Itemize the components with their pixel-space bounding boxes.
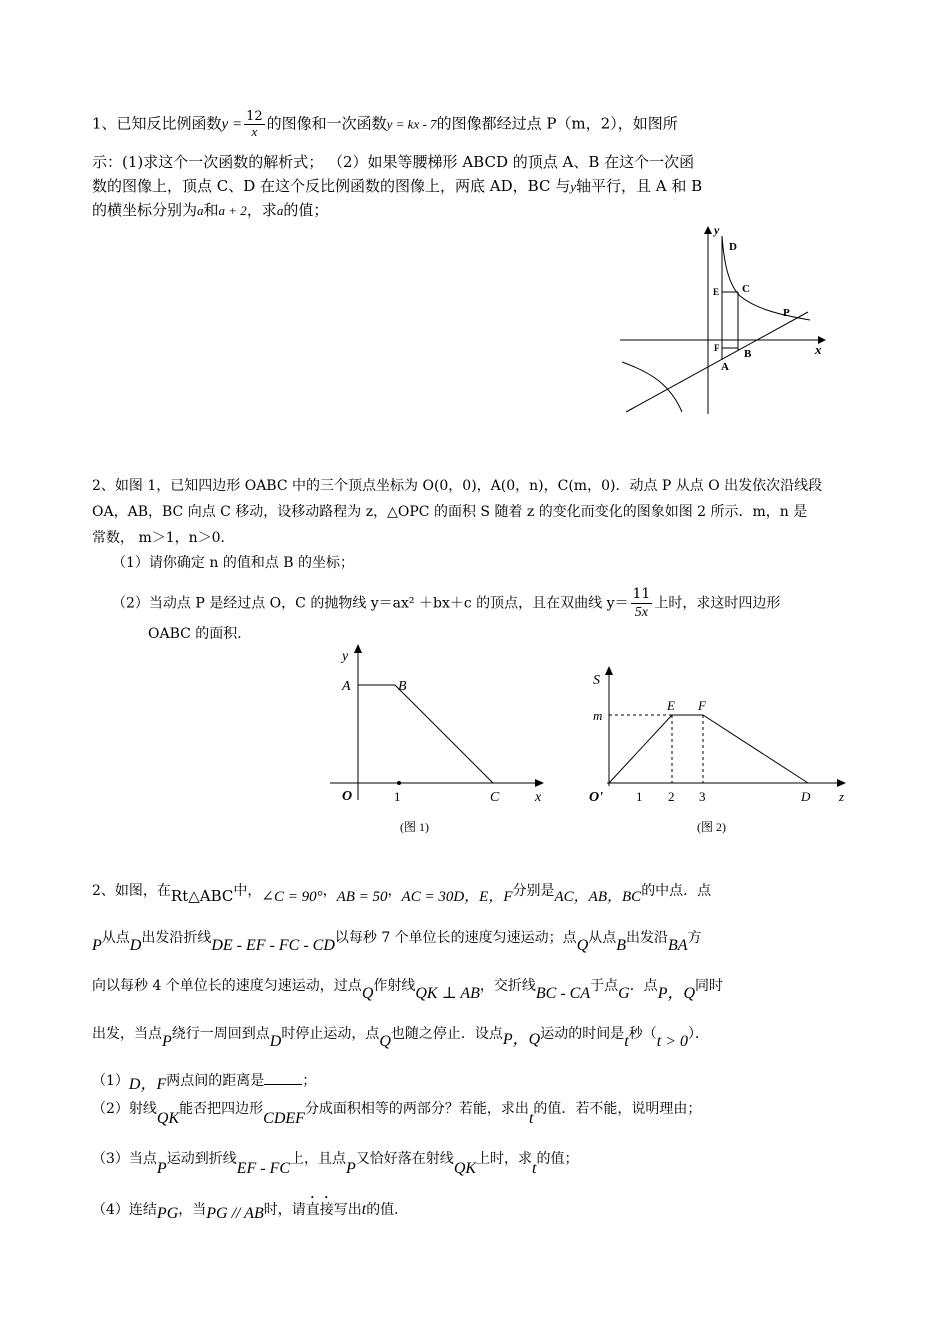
q3-text: 分别是 [512,883,555,899]
q1-line4 [92,200,862,221]
q3-text: 也随之停止．设点 [390,1026,503,1042]
q1-text: 1、已知反比例函数 [92,114,222,133]
q2-fig1 [330,640,560,845]
q3-text: ； [302,1073,317,1089]
q3-text: 运动的时间是 [540,1026,625,1042]
q3-text: 中， [233,883,262,899]
y-arrow-icon [704,226,712,234]
label-B: B [398,679,407,694]
q3-var: D [129,937,142,954]
q3-var: D [269,1033,282,1050]
q3-text: 2、如图，在 [92,883,171,899]
label-x: x [535,790,542,805]
q3-text: 出发，当点 [92,1026,162,1042]
q3-path: BC - CA [535,985,591,1002]
q2-fraction [631,586,653,621]
fig2-caption: (图 2) [697,820,726,834]
q3-var: CDEF [263,1110,305,1127]
q3-text: 作射线 [373,978,416,994]
q3-text: 上时，求 [476,1151,533,1167]
q3-text: 以每秒 7 个单位长的速度匀速运动；点 [334,930,577,946]
q3-var: P [92,937,102,954]
q3-text: （1） [92,1073,129,1089]
q1-text: 的图像都经过点 P（m，2），如图所 [436,114,678,133]
q3-var: P [162,1033,172,1050]
q3-var: P，Q [502,1031,541,1048]
q3-var: P，Q [657,985,696,1002]
q1-fraction [244,110,265,139]
q3-text: 出发沿折线 [141,930,212,946]
q3-text: ）． [687,1026,709,1042]
q2-text: 上时，求这时四边形 [654,595,781,612]
z-arrow-icon [837,779,846,787]
label-D: D [801,789,811,804]
linear-graph [626,312,808,412]
label-y: y [714,223,720,237]
label-z: z [839,789,845,804]
q3-sub4 [92,1194,862,1223]
label-O: O' [589,790,603,805]
tick-3: 3 [699,789,706,804]
q2-frac-den: 5x [634,605,649,620]
x-arrow-icon [535,779,544,787]
q3-line1: 2、如图，在Rt△ABC中，∠C = 90°，AB = 50，AC = 30D，E，F分别是AC，AB，BC的中点．点 [92,883,712,905]
answer-blank[interactable] [264,1070,302,1085]
label-y: y [342,649,349,664]
q3-text: 的中点．点 [641,883,712,899]
q1-frac-num: 12 [246,109,263,124]
q2-text: （2）当动点 P 是经过点 O，C 的抛物线 y＝ax² ＋bx＋c 的顶点，且在双曲线 y＝ [112,595,629,612]
q2-line3: 常数， m＞1，n＞0． [92,530,235,546]
q3-segments: AC，AB，BC [554,889,642,905]
q1-frac-den: x [251,124,258,139]
q3-text: 的值．若不能，说明理由； [533,1101,702,1117]
q3-line3 [92,970,862,1002]
q3-text: 从点 [588,930,617,946]
label-E: E [667,698,675,713]
q3-text: （3）当点 [92,1151,157,1167]
q3-var: PG [156,1205,179,1222]
q1-line2: 示：(1)求这个一次函数的解析式； （2）如果等腰梯形 ABCD 的顶点 A、B 在这个一次函 [92,153,695,171]
q3-text: 两点间的距离是 [166,1073,265,1089]
q1-var: y [570,179,576,194]
q3-cond-angle: ∠C = 90° [261,889,323,905]
q3-points: D，E，F [453,889,513,905]
label-B: B [744,348,752,360]
q3-var: Q [361,985,374,1002]
q3-text: 同时 [695,978,724,994]
q3-ray: QK ⊥ AB [415,985,480,1002]
label-P: P [783,307,790,319]
q3-text: （4）连结 [92,1202,157,1218]
q3-text: 向以每秒 4 个单位长的速度匀速运动，过点 [92,978,362,994]
q3-parallel: PG // AB [206,1205,264,1222]
q3-text: 从点 [101,930,130,946]
q3-var: P [346,1160,356,1177]
label-C: C [490,790,500,805]
q1-text: 和 [203,201,219,219]
hyperbola-branch-2 [622,362,682,412]
label-C: C [742,283,750,295]
q1-line1 [92,110,862,139]
q2-sub2-cont: OABC 的面积． [148,626,252,642]
q1-text: 的横坐标分别为 [92,201,198,219]
q3-path: DE - EF - FC - CD [211,937,335,954]
tick-dot [397,781,401,785]
area-graph [609,715,808,783]
label-F: F [714,343,720,353]
q3-line2 [92,922,862,954]
q1-linear-formula: y = kx - 7 [386,116,437,132]
q3-cond-ab: AB = 50 [336,889,388,905]
q3-var: t [361,1201,367,1218]
label-S: S [593,673,600,688]
label-D: D [729,241,737,253]
s-arrow-icon [605,666,613,675]
q1-text: 数的图像上，顶点 C、D 在这个反比例函数的图像上，两底 AD，BC 与 [92,177,571,195]
q3-text: 上，且点 [290,1151,347,1167]
tick-1: 1 [636,789,643,804]
q3-text: 能否把四边形 [179,1101,264,1117]
path-ABC [358,685,493,783]
q1-formula-lhs: y = [221,116,243,133]
q3-var: D，F [128,1076,167,1093]
q3-var: Q [576,937,589,954]
q1-var: a + 2 [218,203,247,218]
q3-var: G [618,985,630,1002]
q1-graph [610,222,835,422]
q3-text: 的值； [536,1151,579,1167]
q3-text: 时，请 [263,1202,306,1218]
q3-text: 绕行一周回到点 [171,1026,270,1042]
q3-cond-ac: AC = 30 [401,889,454,905]
y-arrow-icon [354,644,362,653]
q3-sub2 [92,1096,862,1127]
q3-var: B [616,937,627,954]
label-A: A [342,679,351,694]
q3-text: 方 [687,930,702,946]
q3-sub1 [92,1070,862,1091]
tick-2: 2 [668,789,675,804]
q1-text: ，求 [246,201,277,219]
q3-text: 时停止运动，点 [281,1026,380,1042]
q1-text: 的值； [283,201,329,219]
label-m: m [593,708,603,723]
label-x: x [815,342,822,357]
label-O: O [342,789,353,804]
q3-path: EF - FC [236,1160,291,1177]
q3-text: 运动到折线 [166,1151,237,1167]
q3-text: 出发沿 [626,930,669,946]
q3-text: 分成面积相等的两部分？若能，求出 [304,1101,529,1117]
q3-var: QK [453,1160,477,1177]
q3-text: ，交折线 [479,978,536,994]
q2-frac-num: 11 [632,586,651,602]
q1-var: a [276,203,284,218]
q3-sub3 [92,1146,862,1177]
q3-text: ，当 [178,1202,207,1218]
q3-var: QK [156,1110,180,1127]
q3-text: （2）射线 [92,1101,157,1117]
q2-line1: 2、如图 1，已知四边形 OABC 中的三个顶点坐标为 O(0，0)，A(0，n)，C(m，0)．动点 P 从点 O 出发依次沿线段 [92,478,823,494]
q3-text: 又恰好落在射线 [355,1151,454,1167]
fig1-caption: (图 1) [400,820,429,834]
q3-text: 的值． [366,1202,409,1218]
q3-text: 写出 [333,1202,362,1218]
q3-triangle: Rt△ABC [170,887,234,905]
q1-text: 的图像和一次函数 [266,114,387,133]
q3-var: t [528,1110,534,1127]
q3-text: 于点 [590,978,619,994]
q3-var: t [624,1033,629,1050]
q2-sub1: （1）请你确定 n 的值和点 B 的坐标； [112,555,355,571]
q3-text: ．点 [629,978,658,994]
q2-line2: OA，AB，BC 向点 C 移动，设移动路程为 z，△OPC 的面积 S 随着 z 的变化而变化的图象如图 2 所示．m，n 是 [92,504,808,520]
label-A: A [721,361,729,373]
label-E: E [713,287,720,297]
q1-text: 轴平行，且 A 和 B [576,177,703,195]
q3-var: t [532,1160,537,1177]
q3-var: P [156,1160,167,1177]
q3-text: 秒（ [628,1026,657,1042]
q3-cond: t > 0 [656,1033,688,1050]
q3-line4 [92,1018,862,1050]
q3-emphasis: 直接 [305,1202,334,1218]
label-F: F [698,698,706,713]
q3-var: BA [668,937,688,954]
q1-line3 [92,176,862,197]
q3-var: Q [379,1033,391,1050]
tick-1: 1 [394,789,401,804]
q1-var: a [197,203,204,218]
q2-sub2 [112,586,882,621]
q2-fig2 [585,662,860,842]
